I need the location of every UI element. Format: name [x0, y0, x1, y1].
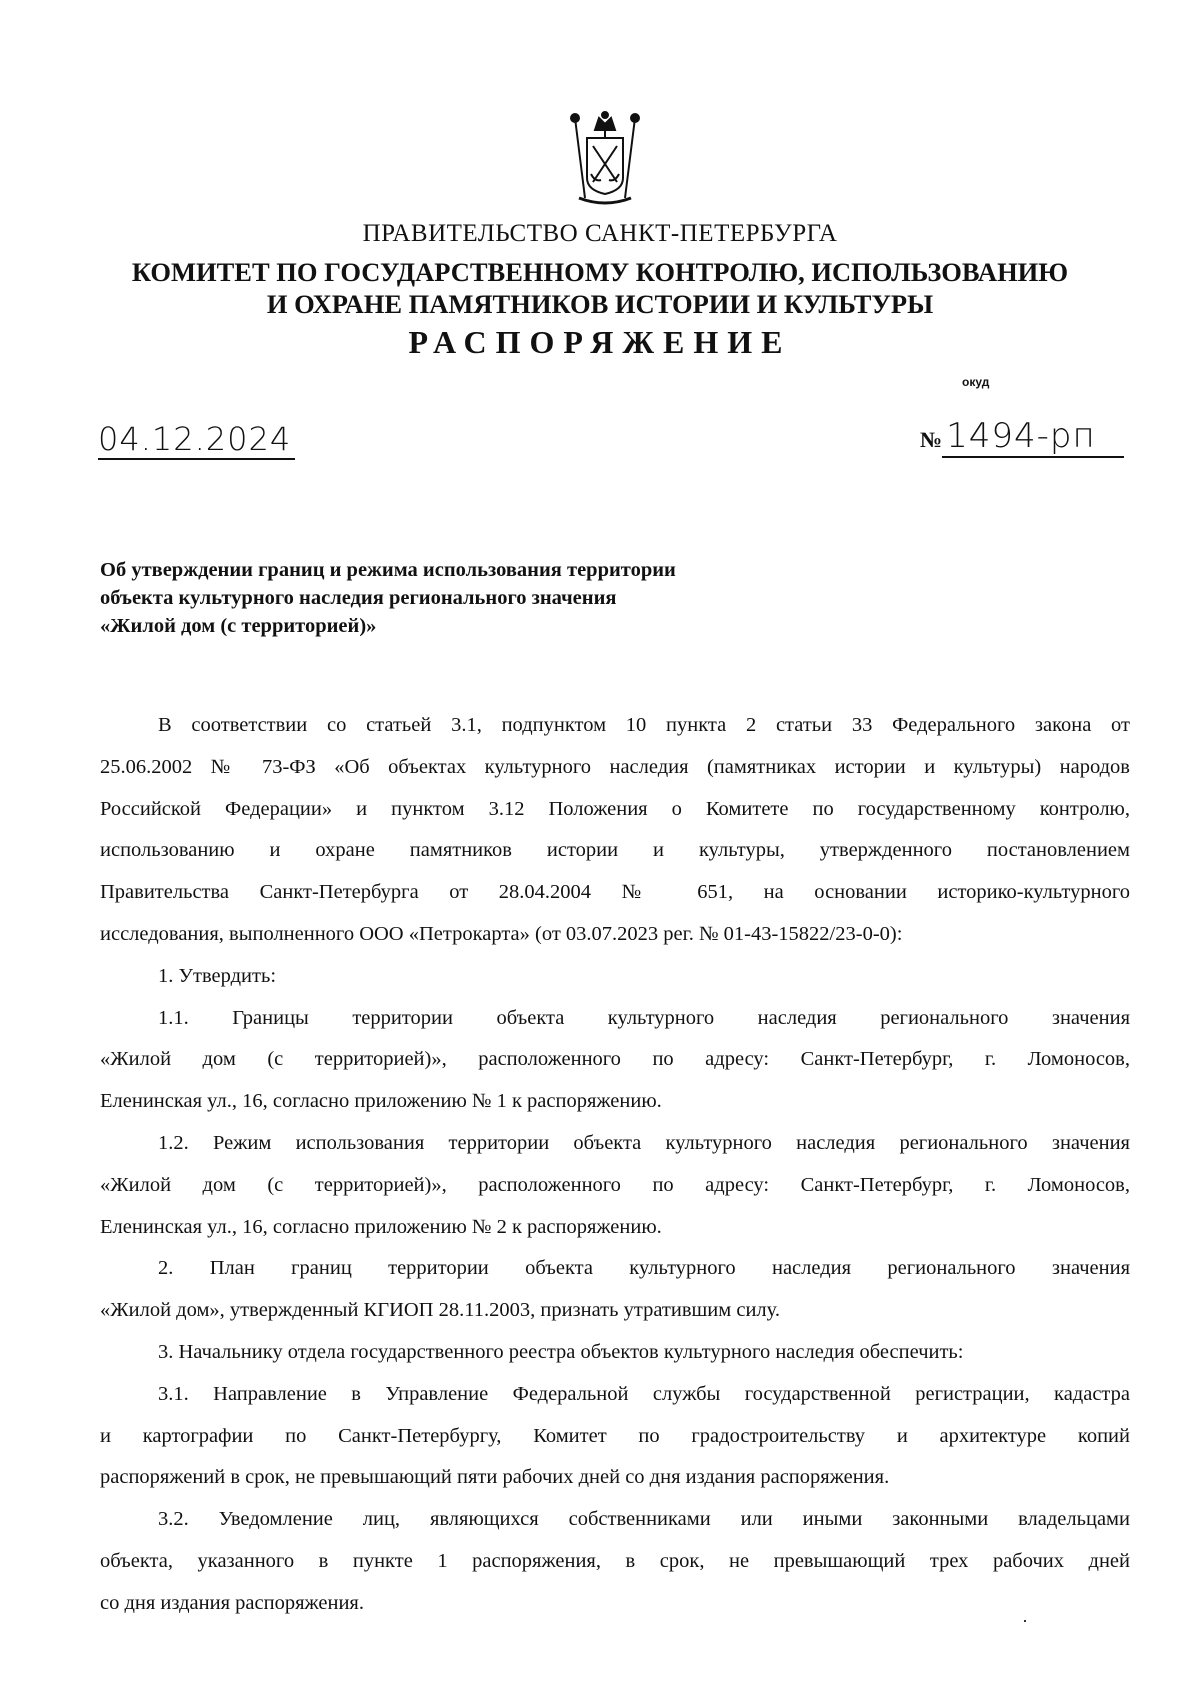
- body-line: распоряжений в срок, не превышающий пяти рабочих дней со дня издания распоряжения.: [100, 1466, 890, 1489]
- number-value: 1494-рп: [942, 416, 1124, 458]
- document-type-title: РАСПОРЯЖЕНИЕ: [408, 324, 792, 360]
- okud-label: окуд: [962, 375, 990, 389]
- body-line: В соответствии со статьей 3.1, подпунктом 10 пункта 2 статьи 33 Федерального закона от: [158, 714, 1130, 736]
- body-line: 2. План границ территории объекта культурного наследия регионального значения: [158, 1257, 1130, 1280]
- document-number: [920, 416, 1124, 456]
- body-line: Еленинская ул., 16, согласно приложению № 1 к распоряжению.: [100, 1090, 662, 1113]
- st-petersburg-coat-of-arms-icon: [565, 108, 645, 208]
- document-subject: [100, 556, 676, 640]
- paragraph-item-3-1: [100, 1374, 1130, 1499]
- body-line: 3. Начальнику отдела государственного реестра объектов культурного наследия обеспечить:: [158, 1340, 964, 1363]
- body-line: «Жилой дом», утвержденный КГИОП 28.11.2003, признать утратившим силу.: [100, 1299, 780, 1322]
- paragraph-item-1-2: [100, 1123, 1130, 1248]
- committee-name-line: КОМИТЕТ ПО ГОСУДАРСТВЕННОМУ КОНТРОЛЮ, ИСПОЛЬЗОВАНИЮ: [131, 257, 1069, 287]
- body-line: 3.2. Уведомление лиц, являющихся собственниками или иными законными владельцами: [158, 1508, 1130, 1531]
- subject-line: Об утверждении границ и режима использования территории: [100, 559, 676, 581]
- committee-name: [0, 256, 1200, 320]
- body-line: исследования, выполненного ООО «Петрокарта» (от 03.07.2023 рег. № 01-43-15822/23-0-0):: [100, 922, 903, 945]
- document-date: 04.12.2024: [98, 420, 295, 460]
- committee-name-line: И ОХРАНЕ ПАМЯТНИКОВ ИСТОРИИ И КУЛЬТУРЫ: [266, 289, 934, 319]
- body-line: со дня издания распоряжения.: [100, 1591, 364, 1614]
- body-line: 1.2. Режим использования территории объекта культурного наследия регионального значения: [158, 1131, 1130, 1154]
- body-line: Правительства Санкт-Петербурга от 28.04.2004 № 651, на основании историко-культурного: [100, 881, 1130, 904]
- subject-line: объекта культурного наследия регионального значения: [100, 587, 617, 609]
- paragraph-item-3-2: [100, 1499, 1130, 1624]
- body-line: «Жилой дом (с территорией)», расположенного по адресу: Санкт-Петербург, г. Ломоносов,: [100, 1173, 1130, 1196]
- subject-line: «Жилой дом (с территорией)»: [100, 615, 377, 637]
- body-line: Еленинская ул., 16, согласно приложению № 2 к распоряжению.: [100, 1215, 662, 1238]
- paragraph-item-1: [100, 956, 1130, 998]
- paragraph-item-3: [100, 1332, 1130, 1374]
- scan-speck: [1024, 1620, 1026, 1622]
- body-line: 3.1. Направление в Управление Федеральной службы государственной регистрации, кадастра: [158, 1382, 1130, 1405]
- body-line: 25.06.2002 № 73-ФЗ «Об объектах культурного наследия (памятниках истории и культуры) народов: [100, 755, 1130, 778]
- paragraph-item-2: [100, 1248, 1130, 1332]
- body-line: «Жилой дом (с территорией)», расположенного по адресу: Санкт-Петербург, г. Ломоносов,: [100, 1048, 1130, 1071]
- paragraph-preamble: [100, 705, 1130, 956]
- government-name: ПРАВИТЕЛЬСТВО САНКТ-ПЕТЕРБУРГА: [362, 220, 838, 247]
- number-sign: №: [920, 427, 943, 452]
- body-line: объекта, указанного в пункте 1 распоряжения, в срок, не превышающий трех рабочих дней: [100, 1549, 1130, 1572]
- body-line: использованию и охране памятников истории и культуры, утвержденного постановлением: [100, 839, 1130, 862]
- document-body: [100, 705, 1130, 1625]
- body-line: 1.1. Границы территории объекта культурного наследия регионального значения: [158, 1006, 1130, 1029]
- body-line: Российской Федерации» и пунктом 3.12 Положения о Комитете по государственному контролю,: [100, 797, 1130, 820]
- body-line: 1. Утвердить:: [158, 964, 277, 987]
- paragraph-item-1-1: [100, 998, 1130, 1123]
- body-line: и картографии по Санкт-Петербургу, Комитет по градостроительству и архитектуре копий: [100, 1424, 1130, 1447]
